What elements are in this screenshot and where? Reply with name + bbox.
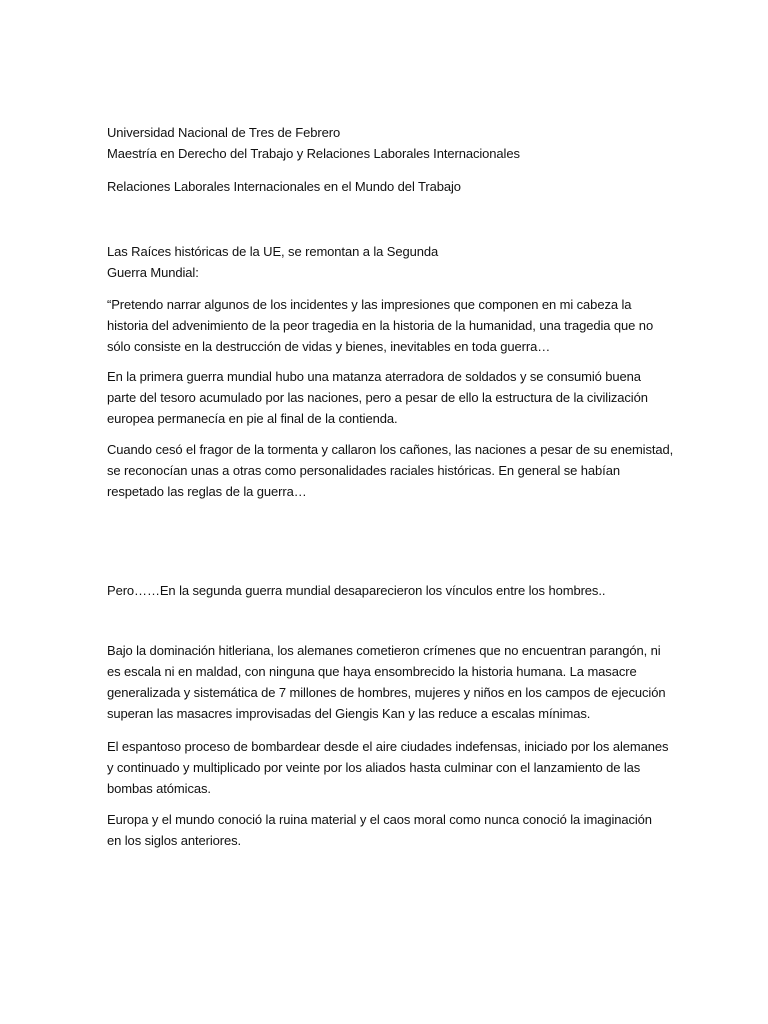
text-line: bombas atómicas.: [107, 781, 211, 796]
text-line: El espantoso proceso de bombardear desde el aire ciudades indefensas, iniciado por los alemanes: [107, 739, 669, 754]
text-line: historia del advenimiento de la peor tragedia en la historia de la humanidad, una tragedia que no: [107, 318, 654, 333]
text-line: Relaciones Laborales Internacionales en el Mundo del Trabajo: [107, 179, 461, 194]
paragraph-7: [107, 809, 667, 851]
text-line: es escala ni en maldad, con ninguna que haya ensombrecido la historia humana. La masacre: [107, 664, 637, 679]
text-line: Pero……En la segunda guerra mundial desaparecieron los vínculos entre los hombres..: [107, 583, 606, 598]
text-line: europea permanecía en pie al final de la contienda.: [107, 411, 398, 426]
paragraph-5: [107, 640, 667, 724]
text-line: Guerra Mundial:: [107, 265, 199, 280]
paragraph-1: [107, 294, 667, 357]
header-program: [107, 143, 667, 164]
paragraph-4: [107, 580, 667, 601]
text-line: se reconocían unas a otras como personalidades raciales históricas. En general se habían: [107, 463, 620, 478]
paragraph-2: [107, 366, 667, 429]
text-line: Las Raíces históricas de la UE, se remontan a la Segunda: [107, 244, 439, 259]
paragraph-3: [107, 439, 674, 502]
text-line: sólo consiste en la destrucción de vidas y bienes, inevitables en toda guerra…: [107, 339, 551, 354]
text-line: y continuado y multiplicado por veinte por los aliados hasta culminar con el lanzamiento de las: [107, 760, 641, 775]
paragraph-6: [107, 736, 667, 799]
text-line: en los siglos anteriores.: [107, 833, 242, 848]
text-line: respetado las reglas de la guerra…: [107, 484, 307, 499]
text-line: Bajo la dominación hitleriana, los alemanes cometieron crímenes que no encuentran parangón, ni: [107, 643, 661, 658]
course-title: [107, 176, 667, 197]
text-line: Maestría en Derecho del Trabajo y Relaciones Laborales Internacionales: [107, 146, 520, 161]
section-heading: [107, 241, 667, 283]
text-line: En la primera guerra mundial hubo una matanza aterradora de soldados y se consumió buena: [107, 369, 641, 384]
text-line: Universidad Nacional de Tres de Febrero: [107, 125, 341, 140]
text-line: generalizada y sistemática de 7 millones de hombres, mujeres y niños en los campos de ejecución: [107, 685, 666, 700]
text-line: parte del tesoro acumulado por las naciones, pero a pesar de ello la estructura de la civilización: [107, 390, 648, 405]
text-line: Europa y el mundo conoció la ruina material y el caos moral como nunca conoció la imaginación: [107, 812, 652, 827]
text-line: superan las masacres improvisadas del Giengis Kan y las reduce a escalas mínimas.: [107, 706, 591, 721]
header-university: [107, 122, 667, 143]
text-line: Cuando cesó el fragor de la tormenta y callaron los cañones, las naciones a pesar de su enemistad,: [107, 442, 674, 457]
text-line: “Pretendo narrar algunos de los incidentes y las impresiones que componen en mi cabeza la: [107, 297, 632, 312]
